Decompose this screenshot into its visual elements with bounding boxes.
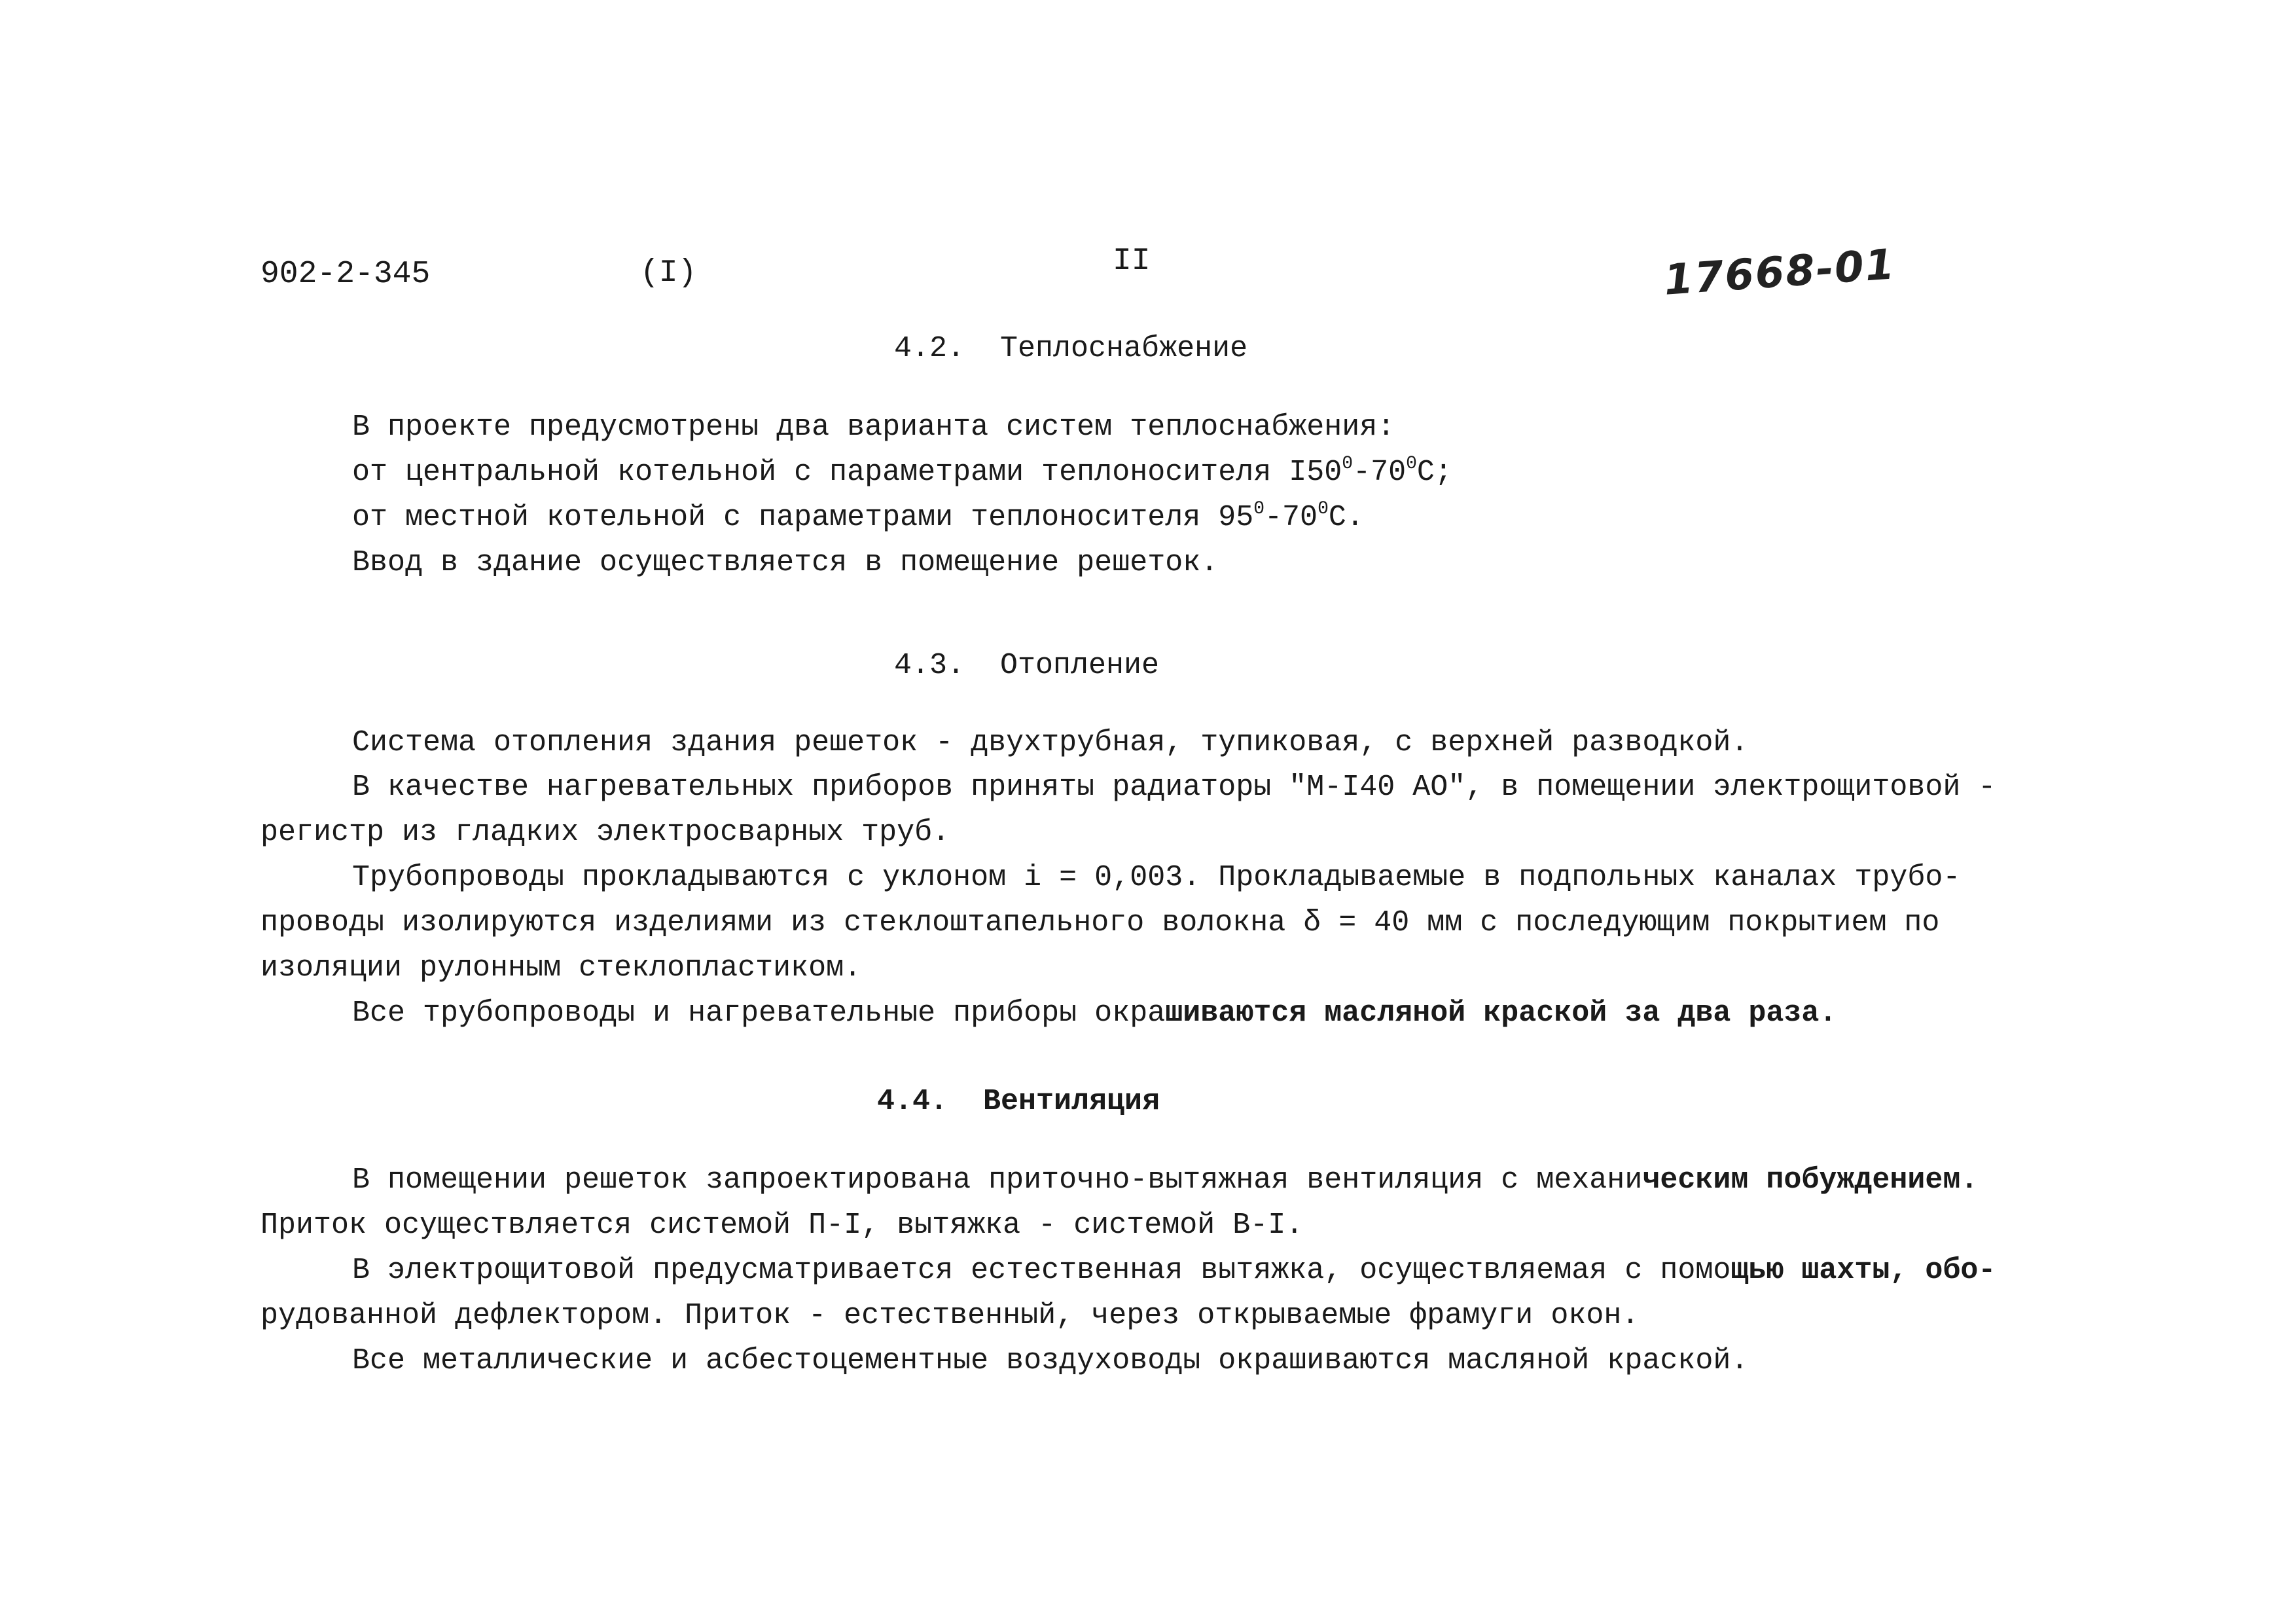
section-4-2-line-1: В проекте предусмотрены два варианта систем теплоснабжения: xyxy=(352,410,1395,444)
section-4-3-line-3: регистр из гладких электросварных труб. xyxy=(260,816,950,849)
section-4-3-line-2: В качестве нагревательных приборов приняты радиаторы "М-I40 АО", в помещении электрощитовой - xyxy=(352,771,1996,804)
section-4-3-line-1: Система отопления здания решеток - двухтрубная, тупиковая, с верхней разводкой. xyxy=(352,726,1749,759)
section-4-3-line-7: Все трубопроводы и нагревательные приборы окрашиваются масляной краской за два раза. xyxy=(352,996,1837,1030)
handwritten-inventory-number: 17668-01 xyxy=(1662,240,1897,305)
section-4-4-line-3: В электрощитовой предусматривается естественная вытяжка, осуществляемая с помощью шахты, обо- xyxy=(352,1254,1996,1287)
section-4-2-line-4: Ввод в здание осуществляется в помещение решеток. xyxy=(352,546,1219,579)
section-4-2-line-3: от местной котельной с параметрами теплоносителя $95^0-70^0С$. xyxy=(352,499,1364,534)
document-code: 902-2-345 xyxy=(260,257,431,292)
part-number: (I) xyxy=(640,255,697,291)
section-4-3-line-6: изоляции рулонным стеклопластиком. xyxy=(260,951,862,985)
section-4-2-title: 4.2. Теплоснабжение xyxy=(894,332,1248,365)
section-4-3-title: 4.3. Отопление xyxy=(894,649,1160,682)
section-4-2-line-2: от центральной котельной с параметрами теплоносителя $I50^0-70^0С$; xyxy=(352,454,1452,489)
section-4-4-line-4: рудованной дефлектором. Приток - естественный, через открываемые фрамуги окон. xyxy=(260,1299,1640,1332)
page-number: II xyxy=(1113,244,1151,279)
section-4-4-line-5: Все металлические и асбестоцементные воздуховоды окрашиваются масляной краской. xyxy=(352,1344,1749,1377)
section-4-4-line-1: В помещении решеток запроектирована приточно-вытяжная вентиляция с механическим побуждением. xyxy=(352,1163,1979,1197)
section-4-3-line-4: Трубопроводы прокладываются с уклоном i = 0,003. Прокладываемые в подпольных каналах трубо- xyxy=(352,861,1961,894)
section-4-4-line-2: Приток осуществляется системой П-I, вытяжка - системой В-I. xyxy=(260,1209,1304,1242)
section-4-4-title: 4.4. Вентиляция xyxy=(877,1085,1160,1118)
section-4-3-line-5: проводы изолируются изделиями из стеклоштапельного волокна δ = 40 мм с последующим покрытием по xyxy=(260,906,1940,939)
